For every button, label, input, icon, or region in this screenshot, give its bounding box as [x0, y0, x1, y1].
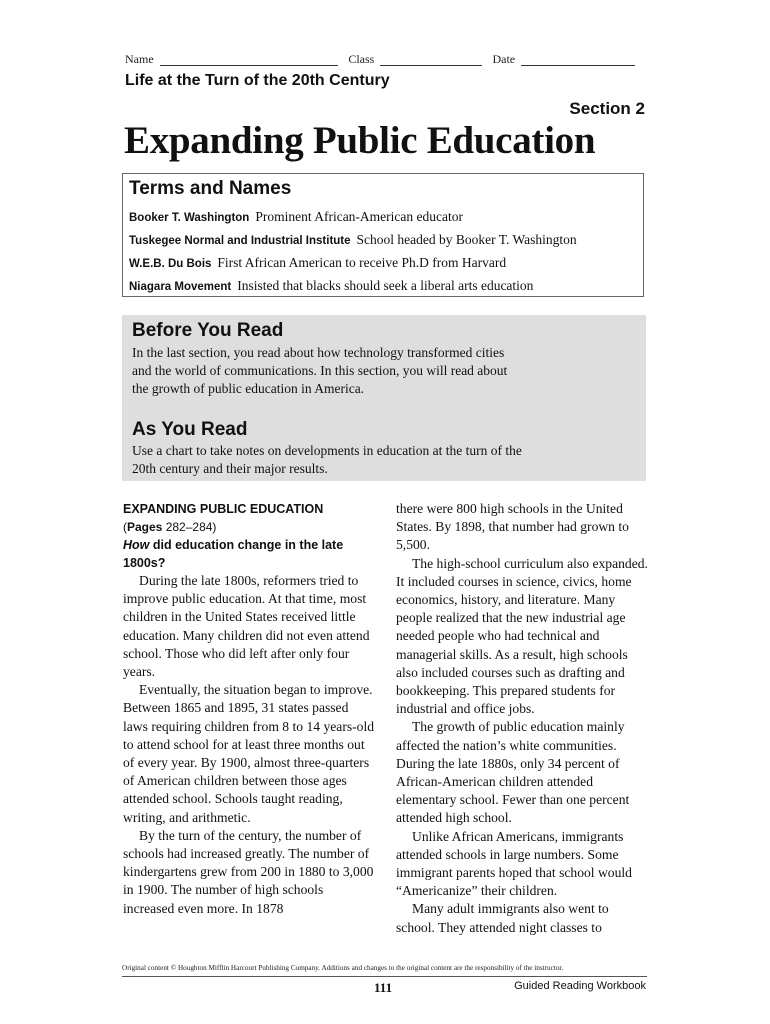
chapter-title: Life at the Turn of the 20th Century: [125, 72, 390, 89]
term-name: W.E.B. Du Bois: [129, 258, 212, 270]
paragraph: Eventually, the situation began to improve. Between 1865 and 1895, 31 states passed laws requiring children from 8 to 14 years-old to attend school for at least three months out of every year. By 1900, almost three-quarters of American children between those ages attended school. Schools taught reading, writing, and arithmetic.: [123, 682, 375, 825]
before-you-read-heading: Before You Read: [132, 320, 284, 341]
term-name: Tuskegee Normal and Industrial Institute: [129, 235, 351, 247]
before-you-read-text: In the last section, you read about how technology transformed cities and the world of communications. In this section, you will read about the growth of public education in America.: [132, 345, 508, 396]
student-info-line: [125, 52, 645, 67]
terms-and-names-box: [122, 173, 644, 297]
date-label: Date: [492, 52, 516, 66]
term-definition: Prominent African-American educator: [255, 209, 463, 224]
paragraph: there were 800 high schools in the United States. By 1898, that number had grown to 5,500.: [396, 501, 629, 553]
as-you-read-text: Use a chart to take notes on developments in education at the turn of the 20th century and their major results.: [132, 443, 522, 476]
page-title: Expanding Public Education: [124, 119, 596, 162]
paragraph: The growth of public education mainly affected the nation’s white communities. During the late 1880s, only 34 percent of African-American children attended elementary school. Fewer than one percent attended high school.: [396, 719, 630, 826]
term-row: [129, 255, 506, 271]
term-name: Niagara Movement: [129, 281, 232, 293]
name-label: Name: [125, 52, 154, 66]
copyright-notice: Original content © Houghton Mifflin Harcourt Publishing Company. Additions and changes to the original content are the responsibility of the instructor.: [122, 964, 564, 972]
term-row: [129, 232, 577, 248]
terms-heading: Terms and Names: [129, 178, 292, 199]
pages-reference: (Pages 282–284): [123, 520, 217, 534]
paragraph: Unlike African Americans, immigrants attended schools in large numbers. Some immigrant parents hoped that school would “Americanize” their children.: [396, 828, 632, 899]
paragraph: By the turn of the century, the number of schools had increased greatly. The number of kindergartens grew from 200 in 1880 to 3,000 in 1900. The number of high schools increased even more. In 1878: [123, 827, 374, 916]
term-definition: School headed by Booker T. Washington: [356, 232, 577, 247]
page-number: 111: [374, 980, 393, 995]
paragraph: Many adult immigrants also went to school. They attended night classes to: [396, 901, 609, 935]
class-blank[interactable]: [380, 54, 482, 66]
article-right-column: [396, 500, 650, 937]
name-blank[interactable]: [160, 54, 339, 66]
paragraph: During the late 1800s, reformers tried to improve public education. At that time, most children in the United States received little education. Many children did not even attend school. Those who did left after only four years.: [123, 573, 370, 680]
term-row: [129, 209, 463, 225]
reading-guide-box: [122, 315, 646, 481]
term-definition: Insisted that blacks should seek a liberal arts education: [237, 278, 534, 293]
section-number: Section 2: [569, 99, 645, 118]
as-you-read-heading: As You Read: [132, 419, 248, 440]
term-definition: First African American to receive Ph.D from Harvard: [217, 255, 507, 270]
term-row: [129, 278, 533, 294]
term-name: Booker T. Washington: [129, 212, 250, 224]
footer-divider: [122, 976, 647, 977]
guiding-question: How did education change in the late 1800s?: [123, 538, 344, 570]
article-heading: EXPANDING PUBLIC EDUCATION: [123, 502, 324, 516]
workbook-title: Guided Reading Workbook: [514, 980, 646, 992]
class-label: Class: [348, 52, 375, 66]
article-left-column: [123, 500, 375, 918]
paragraph: The high-school curriculum also expanded. It included courses in science, civics, home economics, history, and literature. Many people realized that the new industrial age needed people who had technical and managerial skills. As a result, high schools also included courses such as drafting and bookkeeping. This prepared students for industrial and office jobs.: [396, 555, 648, 717]
date-blank[interactable]: [521, 54, 635, 66]
